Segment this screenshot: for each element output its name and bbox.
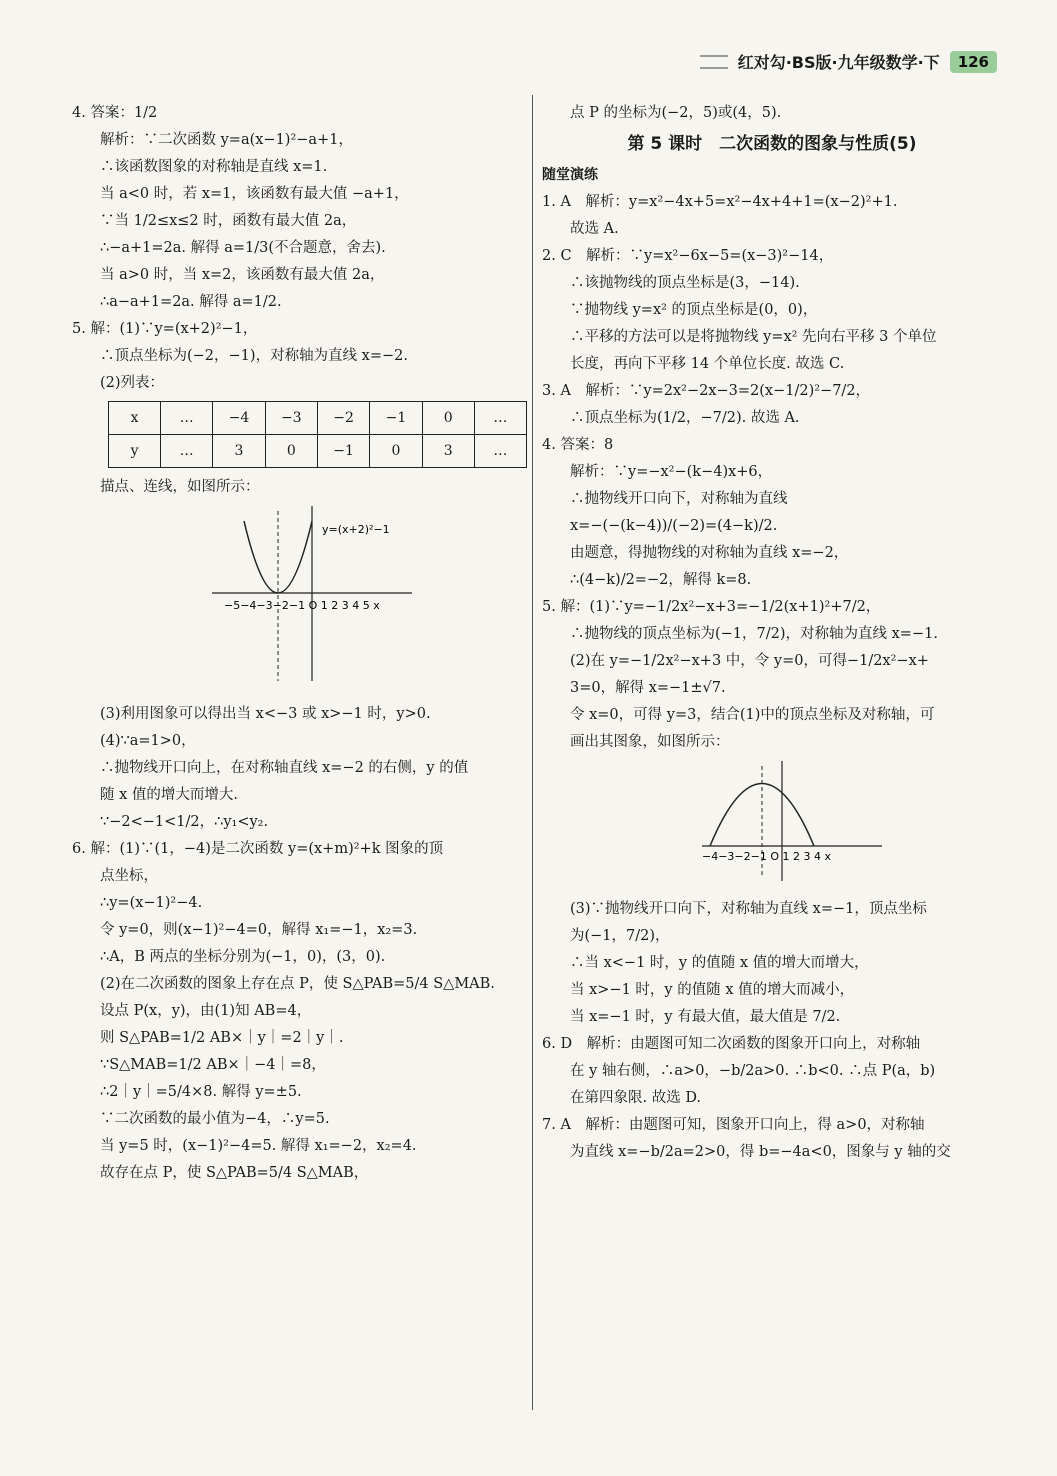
text-line: 长度，再向下平移 14 个单位长度. 故选 C.: [570, 356, 845, 372]
table-cell: …: [161, 435, 213, 468]
text-line: ∴抛物线开口向下，对称轴为直线: [570, 491, 788, 507]
text-line: ∴(4−k)/2=−2，解得 k=8.: [570, 572, 752, 588]
table-cell: 3: [422, 435, 474, 468]
text-line: 在第四象限. 故选 D.: [570, 1090, 702, 1106]
header-decoration-icon: [700, 55, 728, 69]
text-line: ∴2｜y｜=5/4×8. 解得 y=±5.: [100, 1084, 302, 1100]
page-header: [700, 50, 997, 73]
right-column: [542, 100, 1002, 1166]
text-line: 由题意，得抛物线的对称轴为直线 x=−2，: [570, 545, 849, 561]
question-6-block: [72, 836, 527, 1187]
svg-text:−4−3−2−1 O 1 2 3 4 x: −4−3−2−1 O 1 2 3 4 x: [702, 850, 832, 863]
table-cell: …: [474, 435, 526, 468]
text-line: ∴该抛物线的顶点坐标是(3，−14).: [570, 275, 800, 291]
text-line: ∴A，B 两点的坐标分别为(−1，0)，(3，0).: [100, 949, 386, 965]
text-line: ∴−a+1=2a. 解得 a=1/3(不合题意，舍去).: [100, 240, 386, 256]
table-cell: 0: [265, 435, 317, 468]
table-row-y: [109, 435, 527, 468]
text-line: 令 y=0，则(x−1)²−4=0，解得 x₁=−1，x₂=3.: [100, 922, 418, 938]
left-column: [72, 100, 527, 1187]
text-line: 4. 答案：8: [542, 437, 614, 453]
question-5-block: [72, 316, 527, 397]
text-line: 5. 解：(1)∵y=−1/2x²−x+3=−1/2(x+1)²+7/2，: [542, 599, 881, 615]
text-line: 当 x=−1 时，y 有最大值，最大值是 7/2.: [570, 1009, 841, 1025]
page-number: 126: [950, 51, 997, 73]
text-line: 2. C 解析：∵y=x²−6x−5=(x−3)²−14，: [542, 248, 834, 264]
section-title: 第 5 课时 二次函数的图象与性质(5): [627, 134, 917, 154]
parabola-graph-1: [202, 501, 422, 691]
text-line: ∴a−a+1=2a. 解得 a=1/2.: [100, 294, 282, 310]
text-line: 6. D 解析：由题图可知二次函数的图象开口向上，对称轴: [542, 1036, 921, 1052]
text-line: 3=0，解得 x=−1±√7.: [570, 680, 726, 696]
table-cell: …: [161, 402, 213, 435]
text-line: (3)利用图象可以得出当 x<−3 或 x>−1 时，y>0.: [100, 706, 431, 722]
text-line: 1. A 解析：y=x²−4x+5=x²−4x+4+1=(x−2)²+1.: [542, 194, 898, 210]
table-cell: −1: [370, 402, 422, 435]
text-line: (2)列表：: [100, 375, 165, 391]
book-title: 红对勾·BS版·九年级数学·下: [737, 53, 940, 72]
text-line: 解析：∵y=−x²−(k−4)x+6，: [570, 464, 773, 480]
table-cell: 0: [422, 402, 474, 435]
text-line: 在 y 轴右侧，∴a>0，−b/2a>0. ∴b<0. ∴点 P(a，b): [570, 1063, 936, 1079]
exercise-answers: [542, 189, 1002, 756]
text-line: 描点、连线，如图所示：: [100, 479, 260, 495]
text-line: 5. 解：(1)∵y=(x+2)²−1，: [72, 321, 258, 337]
graph1-label: y=(x+2)²−1: [322, 523, 390, 536]
text-line: 设点 P(x，y)，由(1)知 AB=4，: [100, 1003, 312, 1019]
text-line: ∵当 1/2≤x≤2 时，函数有最大值 2a，: [100, 213, 357, 229]
text-line: 当 y=5 时，(x−1)²−4=5. 解得 x₁=−2，x₂=4.: [100, 1138, 417, 1154]
text-line: 画出其图象，如图所示：: [570, 734, 730, 750]
text-line: ∴该函数图象的对称轴是直线 x=1.: [100, 159, 328, 175]
table-cell: 3: [213, 435, 265, 468]
table-cell: −1: [317, 435, 369, 468]
question-5-plot-caption: [72, 474, 527, 501]
text-line: ∴抛物线开口向上，在对称轴直线 x=−2 的右侧，y 的值: [100, 760, 469, 776]
text-line: x=−(−(k−4))/(−2)=(4−k)/2.: [570, 518, 778, 534]
text-line: 点坐标，: [100, 868, 158, 884]
text-line: 为直线 x=−b/2a=2>0，得 b=−4a<0，图象与 y 轴的交: [570, 1144, 951, 1160]
text-line: ∵二次函数的最小值为−4，∴y=5.: [100, 1111, 330, 1127]
text-line: (4)∵a=1>0，: [100, 733, 196, 749]
text-line: (2)在二次函数的图象上存在点 P，使 S△PAB=5/4 S△MAB.: [100, 976, 495, 992]
text-line: (3)∵抛物线开口向下，对称轴为直线 x=−1，顶点坐标: [570, 901, 927, 917]
table-cell: −2: [317, 402, 369, 435]
text-line: ∵S△MAB=1/2 AB×｜−4｜=8，: [100, 1057, 326, 1073]
subsection-title: 随堂演练: [542, 167, 598, 183]
text-line: ∴当 x<−1 时，y 的值随 x 值的增大而增大，: [570, 955, 869, 971]
text-line: 为(−1，7/2)，: [570, 928, 670, 944]
text-line: ∴顶点坐标为(1/2，−7/2). 故选 A.: [570, 410, 800, 426]
text-line: 解析：∵二次函数 y=a(x−1)²−a+1，: [100, 132, 353, 148]
question-4-block: [72, 100, 527, 316]
text-line: 令 x=0，可得 y=3，结合(1)中的顶点坐标及对称轴，可: [570, 707, 935, 723]
table-row-x: [109, 402, 527, 435]
table-cell: −4: [213, 402, 265, 435]
text-line: ∵−2<−1<1/2，∴y₁<y₂.: [100, 814, 269, 830]
text-line: 则 S△PAB=1/2 AB×｜y｜=2｜y｜.: [100, 1030, 344, 1046]
text-line: ∴抛物线的顶点坐标为(−1，7/2)，对称轴为直线 x=−1.: [570, 626, 938, 642]
text-line: 4. 答案：1/2: [72, 105, 158, 121]
text-line: 故选 A.: [570, 221, 619, 237]
text-line: ∵抛物线 y=x² 的顶点坐标是(0，0)，: [570, 302, 818, 318]
text-line: ∴y=(x−1)²−4.: [100, 895, 203, 911]
question-5-conclusion: [72, 701, 527, 836]
text-line: 当 a>0 时，当 x=2，该函数有最大值 2a，: [100, 267, 385, 283]
table-cell: …: [474, 402, 526, 435]
parabola-graph-2: [692, 756, 892, 886]
value-table: [108, 401, 527, 468]
text-line: 当 a<0 时，若 x=1，该函数有最大值 −a+1，: [100, 186, 409, 202]
svg-text:−5−4−3−2−1 O 1 2 3 4 5 x: −5−4−3−2−1 O 1 2 3 4 5 x: [224, 599, 380, 612]
text-line: 3. A 解析：∵y=2x²−2x−3=2(x−1/2)²−7/2，: [542, 383, 871, 399]
text-line: 当 x>−1 时，y 的值随 x 值的增大而减小，: [570, 982, 855, 998]
text-line: 故存在点 P，使 S△PAB=5/4 S△MAB，: [100, 1165, 369, 1181]
text-line: 6. 解：(1)∵(1，−4)是二次函数 y=(x+m)²+k 图象的顶: [72, 841, 444, 857]
table-cell: 0: [370, 435, 422, 468]
continued-answer: [542, 100, 1002, 127]
column-divider: [532, 95, 533, 1410]
text-line: 点 P 的坐标为(−2，5)或(4，5).: [570, 105, 782, 121]
text-line: (2)在 y=−1/2x²−x+3 中，令 y=0，可得−1/2x²−x+: [570, 653, 929, 669]
text-line: 随 x 值的增大而增大.: [100, 787, 239, 803]
table-cell: x: [109, 402, 161, 435]
table-cell: −3: [265, 402, 317, 435]
table-cell: y: [109, 435, 161, 468]
text-line: ∴平移的方法可以是将抛物线 y=x² 先向右平移 3 个单位: [570, 329, 937, 345]
text-line: 7. A 解析：由题图可知，图象开口向上，得 a>0，对称轴: [542, 1117, 925, 1133]
exercise-answers-continued: [542, 896, 1002, 1166]
text-line: ∴顶点坐标为(−2，−1)，对称轴为直线 x=−2.: [100, 348, 408, 364]
